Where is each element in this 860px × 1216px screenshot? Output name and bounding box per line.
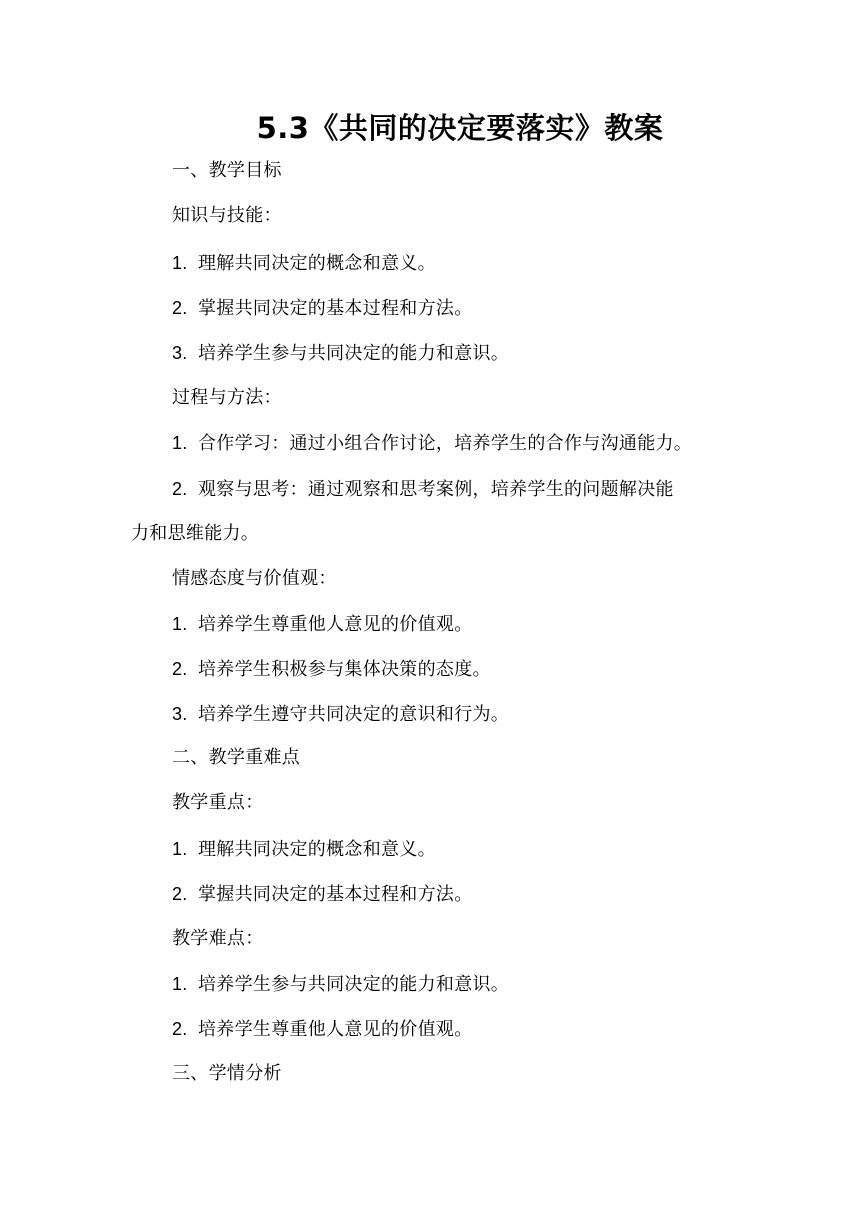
- section-heading-key-difficult: 二、教学重难点: [172, 747, 301, 768]
- list-number: 1.: [172, 433, 188, 453]
- list-number: 1.: [172, 253, 188, 273]
- list-number: 2.: [172, 659, 188, 679]
- list-item: [172, 1016, 473, 1043]
- list-text: 培养学生积极参与集体决策的态度。: [198, 659, 491, 680]
- list-item: [172, 836, 436, 863]
- list-item: [172, 340, 509, 367]
- page-title: 5.3《共同的决定要落实》教案: [256, 111, 664, 145]
- list-text: 培养学生尊重他人意见的价值观。: [198, 614, 473, 635]
- list-item: [172, 430, 692, 457]
- list-item: [172, 881, 473, 908]
- list-number: 2.: [172, 884, 188, 904]
- list-item-continuation: 力和思维能力。: [131, 523, 260, 544]
- list-item: [172, 656, 491, 683]
- subheading-difficult-points: 教学难点：: [172, 928, 264, 949]
- list-number: 1.: [172, 974, 188, 994]
- list-text: 理解共同决定的概念和意义。: [198, 839, 436, 860]
- list-item: [172, 476, 674, 503]
- list-text: 培养学生参与共同决定的能力和意识。: [198, 343, 510, 364]
- list-text: 培养学生尊重他人意见的价值观。: [198, 1019, 473, 1040]
- list-number: 1.: [172, 839, 188, 859]
- list-item: [172, 971, 509, 998]
- list-item: [172, 250, 436, 277]
- list-number: 2.: [172, 298, 188, 318]
- list-number: 3.: [172, 704, 188, 724]
- list-text: 掌握共同决定的基本过程和方法。: [198, 884, 473, 905]
- section-heading-objectives: 一、教学目标: [172, 160, 282, 181]
- list-item: [172, 295, 473, 322]
- list-text: 培养学生参与共同决定的能力和意识。: [198, 974, 510, 995]
- list-text: 观察与思考：通过观察和思考案例，培养学生的问题解决能: [198, 479, 674, 500]
- list-item: [172, 701, 509, 728]
- list-text: 掌握共同决定的基本过程和方法。: [198, 298, 473, 319]
- list-number: 2.: [172, 479, 188, 499]
- list-text: 理解共同决定的概念和意义。: [198, 253, 436, 274]
- list-item: [172, 611, 473, 638]
- section-heading-learner-analysis: 三、学情分析: [172, 1063, 282, 1084]
- list-number: 2.: [172, 1019, 188, 1039]
- subheading-key-points: 教学重点：: [172, 792, 264, 813]
- subheading-knowledge-skills: 知识与技能：: [172, 205, 282, 226]
- subheading-process-methods: 过程与方法：: [172, 387, 282, 408]
- list-text: 合作学习：通过小组合作讨论，培养学生的合作与沟通能力。: [198, 433, 693, 454]
- list-number: 1.: [172, 614, 188, 634]
- subheading-emotion-values: 情感态度与价值观：: [172, 568, 337, 589]
- list-number: 3.: [172, 343, 188, 363]
- list-text: 培养学生遵守共同决定的意识和行为。: [198, 704, 510, 725]
